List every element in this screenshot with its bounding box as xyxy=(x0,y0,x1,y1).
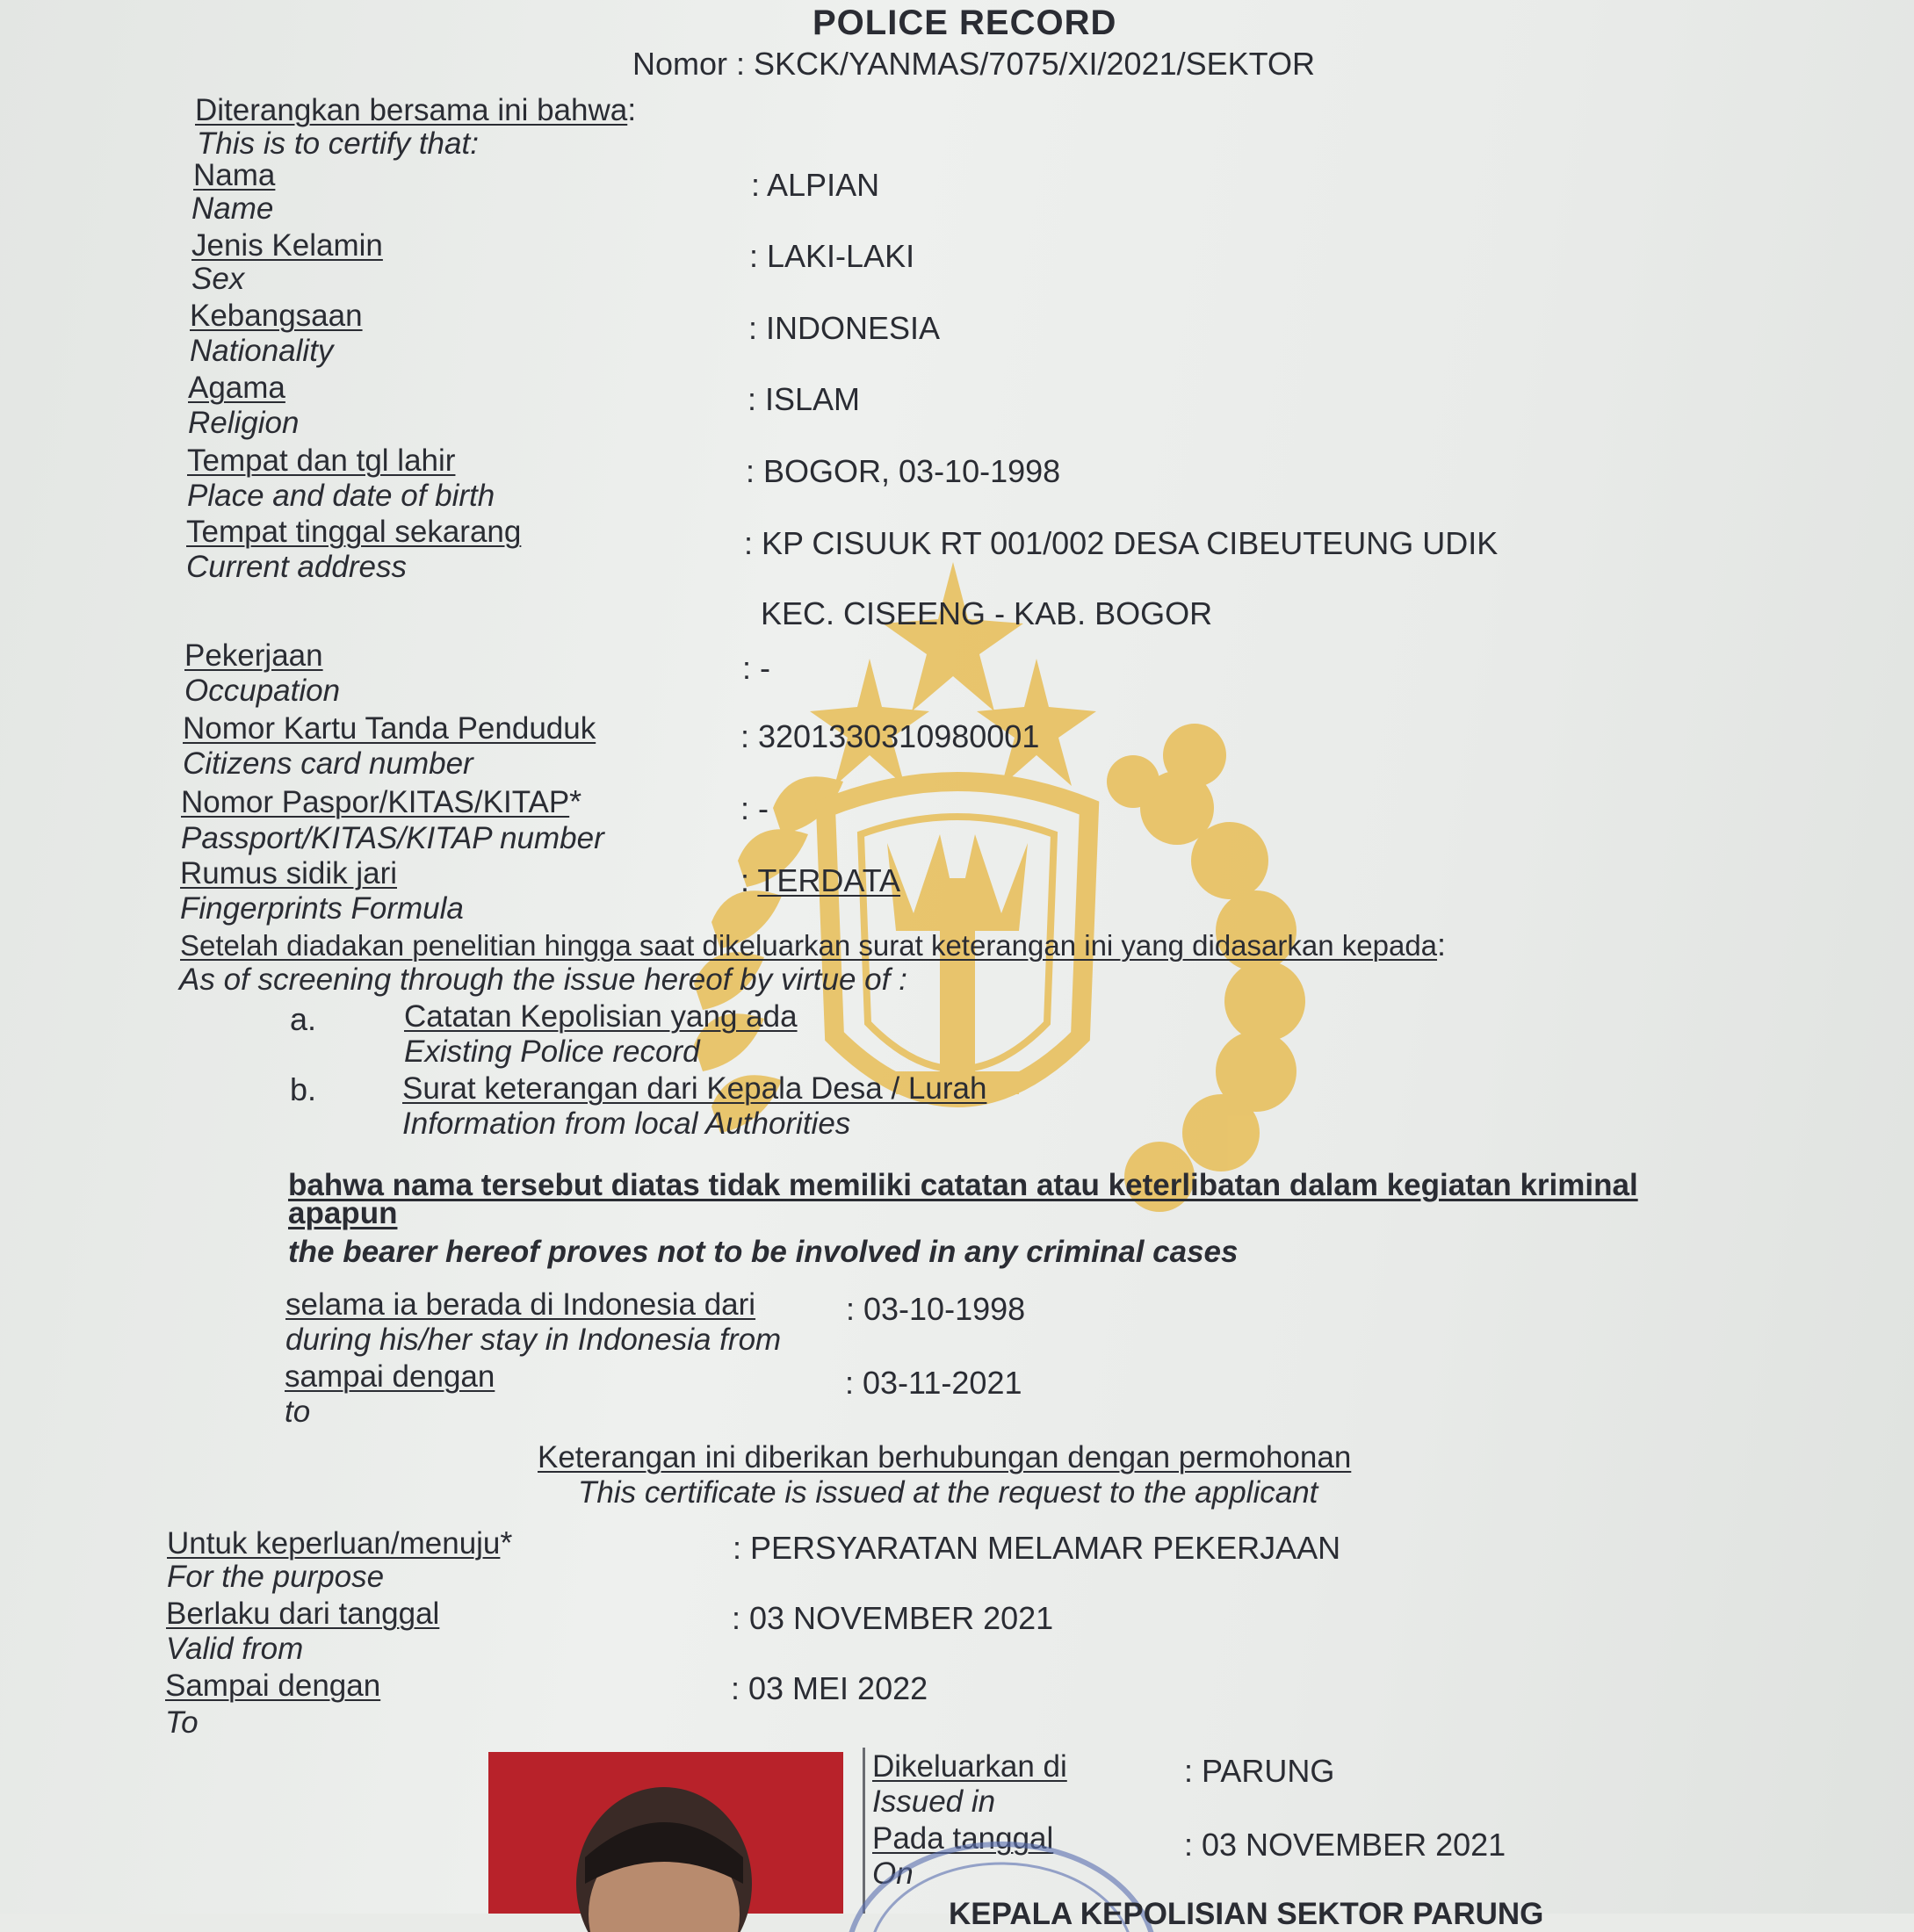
stay-to-label: sampai dengan xyxy=(285,1359,495,1394)
issued-on-translation: On xyxy=(872,1856,914,1891)
field-nationality-label: Kebangsaan xyxy=(190,299,363,333)
field-birth-label: Tempat dan tgl lahir xyxy=(187,443,456,478)
applicant-photo xyxy=(488,1752,843,1914)
field-address-value-line2: KEC. CISEENG - KAB. BOGOR xyxy=(761,595,1213,631)
field-nationality-value: : INDONESIA xyxy=(748,310,941,346)
purpose-star: * xyxy=(500,1525,513,1561)
field-religion-value: : ISLAM xyxy=(748,381,861,417)
purpose-value: : PERSYARATAN MELAMAR PEKERJAAN xyxy=(733,1530,1341,1566)
intro-statement xyxy=(195,91,636,128)
field-religion-translation: Religion xyxy=(188,406,300,440)
field-occupation-label: Pekerjaan xyxy=(184,638,323,673)
purpose-translation: For the purpose xyxy=(167,1560,385,1594)
field-address-value: : KP CISUUK RT 001/002 DESA CIBEUTEUNG UDIK xyxy=(744,525,1499,561)
record-number: Nomor : SKCK/YANMAS/7075/XI/2021/SEKTOR xyxy=(632,46,1315,82)
screening-item-b-translation: Information from local Authorities xyxy=(402,1107,851,1141)
police-emblem-icon xyxy=(562,544,1370,1265)
purpose-label-row xyxy=(167,1525,512,1561)
field-name-translation: Name xyxy=(191,191,274,226)
field-name-value: : ALPIAN xyxy=(751,167,880,203)
field-birth-translation: Place and date of birth xyxy=(187,479,495,513)
stay-from-value: : 03-10-1998 xyxy=(846,1291,1026,1327)
stay-to-translation: to xyxy=(285,1395,311,1429)
issuer-title-partial: KEPALA KEPOLISIAN SEKTOR PARUNG xyxy=(949,1897,1544,1931)
screening-item-a-translation: Existing Police record xyxy=(404,1034,700,1069)
screening-item-a-label: Catatan Kepolisian yang ada xyxy=(404,999,798,1034)
field-sex-label: Jenis Kelamin xyxy=(191,228,383,263)
field-occupation-translation: Occupation xyxy=(184,674,341,708)
field-sex-value: : LAKI-LAKI xyxy=(749,238,915,274)
field-passport-star: * xyxy=(569,783,582,819)
field-id-card-translation: Citizens card number xyxy=(183,746,473,781)
screening-translation: As of screening through the issue hereof by virtue of : xyxy=(179,962,907,997)
valid-to-label: Sampai dengan xyxy=(165,1669,381,1703)
field-sex-translation: Sex xyxy=(191,262,245,296)
stay-from-label: selama ia berada di Indonesia dari xyxy=(285,1287,756,1322)
valid-from-value: : 03 NOVEMBER 2021 xyxy=(732,1600,1054,1636)
issued-in-translation: Issued in xyxy=(872,1784,996,1819)
intro-colon: : xyxy=(627,91,637,127)
field-religion-label: Agama xyxy=(188,371,285,405)
document-title: POLICE RECORD xyxy=(813,4,1117,42)
field-address-translation: Current address xyxy=(186,550,407,584)
field-fingerprint-value: TERDATA xyxy=(757,862,901,898)
field-id-card-value: : 3201330310980001 xyxy=(740,718,1040,754)
screening-item-b-marker: b. xyxy=(290,1071,317,1107)
screening-item-b-label: Surat keterangan dari Kepala Desa / Lurah xyxy=(402,1071,987,1106)
field-fingerprint-translation: Fingerprints Formula xyxy=(180,891,464,926)
valid-from-translation: Valid from xyxy=(166,1632,304,1666)
field-passport-value: : - xyxy=(740,790,769,826)
issued-on-value: : 03 NOVEMBER 2021 xyxy=(1184,1827,1506,1863)
statement-line2: apapun xyxy=(288,1196,398,1230)
purpose-label: Untuk keperluan/menuju xyxy=(167,1526,501,1561)
valid-to-value: : 03 MEI 2022 xyxy=(731,1670,928,1706)
field-fingerprint-value-row xyxy=(740,862,900,899)
issued-in-label: Dikeluarkan di xyxy=(872,1749,1067,1784)
applicant-silhouette xyxy=(488,1752,843,1914)
screening-label: Setelah diadakan penelitian hingga saat dikeluarkan surat keterangan ini yang didasarkan kepada xyxy=(180,929,1438,962)
field-occupation-value: : - xyxy=(742,650,770,686)
stay-to-value: : 03-11-2021 xyxy=(845,1365,1022,1401)
screening-colon: : xyxy=(1437,926,1447,962)
field-birth-value: : BOGOR, 03-10-1998 xyxy=(746,453,1061,489)
field-passport-label-row xyxy=(181,783,581,820)
field-fingerprint-label: Rumus sidik jari xyxy=(180,856,397,890)
valid-from-label: Berlaku dari tanggal xyxy=(166,1597,440,1631)
field-passport-translation: Passport/KITAS/KITAP number xyxy=(181,821,604,855)
intro-label: Diterangkan bersama ini bahwa xyxy=(195,93,628,127)
request-label: Keterangan ini diberikan berhubungan dengan permohonan xyxy=(538,1440,1352,1474)
statement-translation: the bearer hereof proves not to be involved in any criminal cases xyxy=(288,1235,1239,1269)
field-address-label: Tempat tinggal sekarang xyxy=(186,515,522,549)
screening-statement xyxy=(180,926,1446,963)
issued-on-label: Pada tanggal xyxy=(872,1821,1054,1856)
request-translation: This certificate is issued at the request to the applicant xyxy=(578,1475,1318,1510)
statement-line1: bahwa nama tersebut diatas tidak memiliki catatan atau keterlibatan dalam kegiatan kriminal xyxy=(288,1168,1638,1202)
field-id-card-label: Nomor Kartu Tanda Penduduk xyxy=(183,711,596,746)
stay-from-translation: during his/her stay in Indonesia from xyxy=(285,1323,782,1357)
field-passport-label: Nomor Paspor/KITAS/KITAP xyxy=(181,785,570,819)
field-nationality-translation: Nationality xyxy=(190,334,334,368)
intro-translation: This is to certify that: xyxy=(197,126,479,161)
screening-item-a-marker: a. xyxy=(290,1001,317,1037)
field-fingerprint-colon: : xyxy=(740,862,758,898)
issued-in-value: : PARUNG xyxy=(1184,1753,1335,1789)
valid-to-translation: To xyxy=(165,1705,199,1740)
field-name-label: Nama xyxy=(193,158,276,192)
